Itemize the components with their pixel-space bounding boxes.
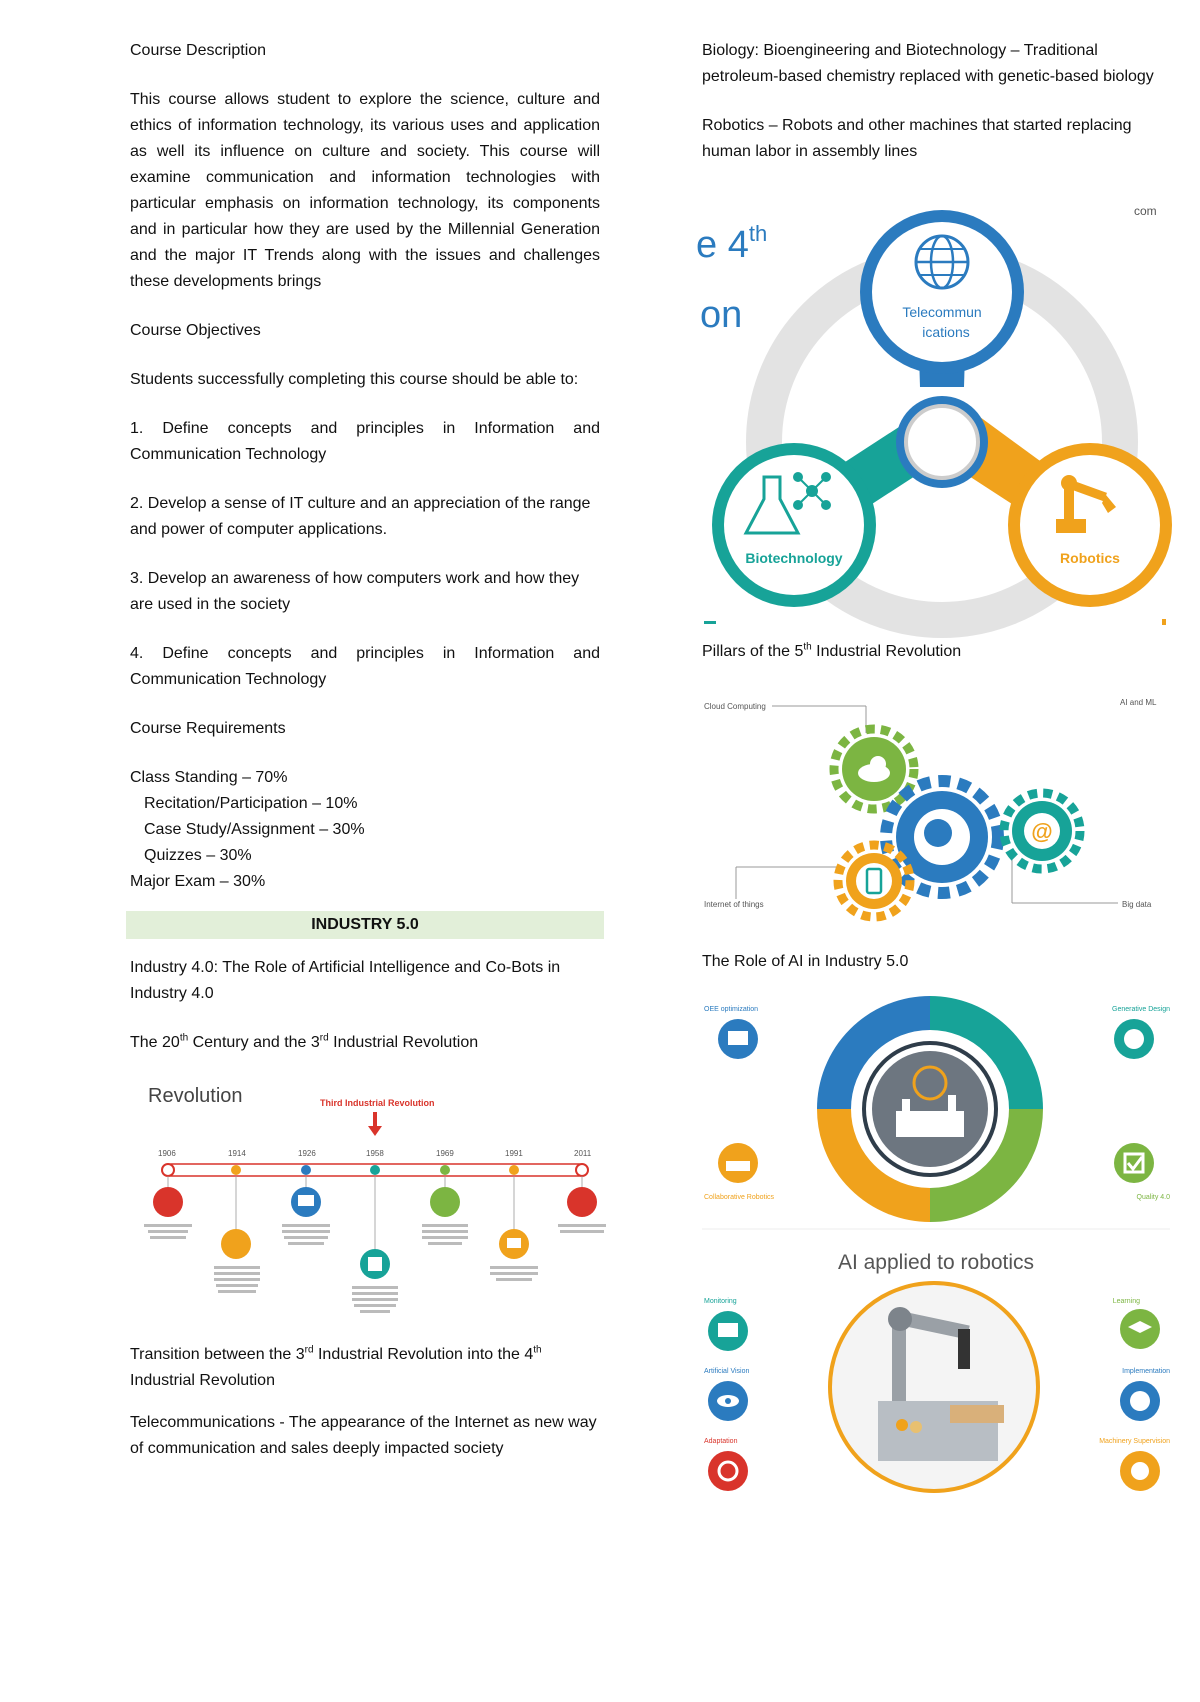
book-icon	[153, 1187, 183, 1217]
pillars-heading: Pillars of the 5th Industrial Revolution	[702, 641, 962, 660]
ai-label: Artificial Vision	[704, 1368, 750, 1375]
timeline-dots	[162, 1164, 588, 1176]
biotech-label: Biotechnology	[745, 550, 843, 566]
robotics-text: Robotics – Robots and other machines that started replacing human labor in assembly lines	[702, 117, 1132, 160]
objective-item: 4. Define concepts and principles in Information and Communication Technology	[130, 645, 600, 688]
requirement-quizzes: Quizzes – 30%	[144, 847, 252, 864]
timeline-title: Revolution	[148, 1085, 243, 1107]
factory-icon	[221, 1229, 251, 1259]
timeline-year: 1926	[298, 1149, 316, 1158]
objective-item: 1. Define concepts and principles in Information and Communication Technology	[130, 420, 600, 463]
industry-4-spinner-figure	[696, 177, 1170, 637]
gear-label: AI and ML	[1120, 698, 1157, 707]
revolution-timeline-figure	[130, 1060, 600, 1330]
ai-label: Implementation	[1122, 1368, 1170, 1375]
right-column	[696, 38, 1170, 1501]
telecom-label-2: ications	[922, 324, 970, 340]
spinner-hub-center	[906, 406, 978, 478]
ai-label: OEE optimization	[704, 1006, 759, 1013]
timeline-year: 1991	[505, 1149, 523, 1158]
requirement-recitation: Recitation/Participation – 10%	[144, 795, 358, 812]
course-description-heading: Course Description	[130, 42, 267, 59]
biology-text: Biology: Bioengineering and Biotechnology – Traditional petroleum-based chemistry replaced with genetic-based biology	[702, 42, 1154, 85]
robot-photo-icon	[830, 1283, 1038, 1491]
svg-text:@: @	[1031, 819, 1053, 844]
checkbox-icon	[1114, 1143, 1154, 1183]
rocket-icon	[430, 1187, 460, 1217]
industry-banner: INDUSTRY 5.0	[126, 911, 604, 939]
ai-label: Monitoring	[704, 1298, 737, 1305]
requirement-class-standing: Class Standing – 70%	[130, 769, 288, 786]
at-gear-icon	[1004, 793, 1080, 869]
factory-icon	[567, 1187, 597, 1217]
telecom-text: Telecommunications - The appearance of the Internet as new way of communication and sales deeply impacted society	[130, 1414, 597, 1457]
timeline-year: 1906	[158, 1149, 176, 1158]
timeline-year: 1958	[366, 1149, 384, 1158]
industry40-title: Industry 4.0: The Role of Artificial Intelligence and Co-Bots in Industry 4.0	[130, 959, 561, 1002]
transition-heading: Transition between the 3rd Industrial Revolution into the 4th Industrial Revolution	[130, 1344, 542, 1389]
course-requirements-heading: Course Requirements	[130, 720, 286, 737]
timeline-year: 1969	[436, 1149, 454, 1158]
robotics-figure-title: AI applied to robotics	[837, 1251, 1035, 1274]
timeline-marker-label: Third Industrial Revolution	[320, 1098, 435, 1108]
gear-label: Internet of things	[704, 900, 764, 909]
century-heading: The 20th Century and the 3rd Industrial Revolution	[130, 1032, 479, 1051]
partial-title-line-2: on	[700, 294, 743, 336]
ai-industry-figure	[702, 981, 1170, 1501]
telecom-label-1: Telecommun	[902, 304, 982, 320]
ai-label: Quality 4.0	[1136, 1194, 1170, 1201]
ai-gear-icon	[834, 1013, 1026, 1205]
requirement-case-study: Case Study/Assignment – 30%	[144, 821, 365, 838]
ai-label: Learning	[1112, 1298, 1140, 1305]
gear-label: Big data	[1122, 900, 1152, 909]
ai-label: Collaborative Robotics	[704, 1194, 775, 1201]
corner-text: com	[1134, 204, 1157, 218]
objectives-intro: Students successfully completing this course should be able to:	[130, 371, 579, 388]
robotics-label: Robotics	[1060, 550, 1120, 566]
timeline-year: 2011	[574, 1149, 592, 1158]
pillars-gears-figure	[702, 671, 1170, 939]
cloud-gear-icon	[834, 729, 914, 809]
gear-label: Cloud Computing	[704, 702, 766, 711]
refresh-icon	[708, 1451, 748, 1491]
ai-label: Generative Design	[1112, 1006, 1170, 1013]
left-column	[130, 38, 600, 1462]
objective-item: 3. Develop an awareness of how computers work and how they are used in the society	[130, 570, 580, 613]
course-objectives-heading: Course Objectives	[130, 322, 261, 339]
course-description-text: This course allows student to explore the science, culture and ethics of information technology, its various uses and application as well its influence on culture and society. This course will examine communication and information technologies with particular emphasis on information technology, its components and in particular how they are used by the Millennial Generation and the major IT Trends along with the issues and challenges these developments brings	[130, 91, 600, 290]
phone-gear-icon	[838, 845, 910, 917]
requirement-major-exam: Major Exam – 30%	[130, 873, 266, 890]
ai-label: Machinery Supervision	[1099, 1438, 1170, 1445]
partial-title-line-1: e 4th	[696, 221, 768, 266]
objective-item: 2. Develop a sense of IT culture and an appreciation of the range and power of computer applications.	[130, 495, 591, 538]
timeline-year: 1914	[228, 1149, 246, 1158]
down-arrow-head-icon	[368, 1126, 382, 1136]
ai-role-heading: The Role of AI in Industry 5.0	[702, 953, 909, 970]
ai-label: Adaptation	[704, 1438, 738, 1445]
timeline-years	[158, 1149, 592, 1158]
